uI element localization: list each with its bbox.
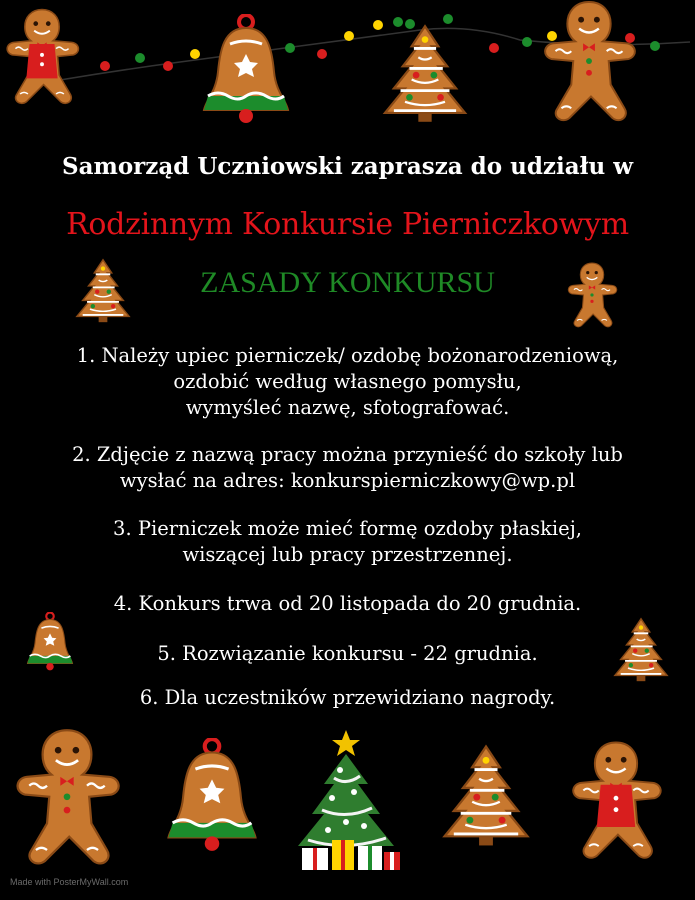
gingerbread-man-icon xyxy=(538,0,640,126)
rule-1 xyxy=(0,343,695,421)
gingerbread-bell-icon xyxy=(196,14,296,126)
rule-6-line-1: 6. Dla uczestników przewidziano nagrody. xyxy=(139,686,556,709)
gingerbread-tree-icon xyxy=(380,24,470,124)
rule-3 xyxy=(0,516,695,568)
rule-1-line-1: 1. Należy upiec pierniczek/ ozdobę bożonarodzeniową, xyxy=(76,344,619,367)
rule-3-line-2: wiszącej lub pracy przestrzennej. xyxy=(182,543,513,566)
rule-2 xyxy=(0,442,695,494)
rule-2-line-1: 2. Zdjęcie z nazwą pracy można przynieść do szkoły lub xyxy=(72,443,623,466)
rule-4-line-1: 4. Konkurs trwa od 20 listopada do 20 grudnia. xyxy=(113,592,582,615)
rule-1-line-3: wymyśleć nazwę, sfotografować. xyxy=(185,396,510,419)
rule-1-line-2: ozdobić według własnego pomysłu, xyxy=(173,370,522,393)
rule-6 xyxy=(0,685,695,711)
watermark: Made with PosterMyWall.com xyxy=(10,877,129,887)
intro-text: Samorząd Uczniowski zaprasza do udziału w xyxy=(61,153,633,180)
rule-4 xyxy=(0,591,695,617)
gift-boxes-icon xyxy=(298,832,402,872)
rule-2-line-2: wysłać na adres: konkurspierniczkowy@wp.pl xyxy=(119,469,576,492)
rules-heading: ZASADY KONKURSU xyxy=(200,266,495,299)
gingerbread-man-icon xyxy=(10,728,124,870)
gingerbread-man-icon xyxy=(568,738,664,866)
gingerbread-tree-icon xyxy=(440,744,532,848)
gingerbread-man-icon xyxy=(2,8,82,108)
rule-5 xyxy=(0,641,695,667)
contest-title: Rodzinnym Konkursie Pierniczkowym xyxy=(66,207,629,242)
rule-3-line-1: 3. Pierniczek może mieć formę ozdoby płaskiej, xyxy=(113,517,582,540)
gingerbread-bell-icon xyxy=(160,738,264,854)
rule-5-line-1: 5. Rozwiązanie konkursu - 22 grudnia. xyxy=(157,642,538,665)
